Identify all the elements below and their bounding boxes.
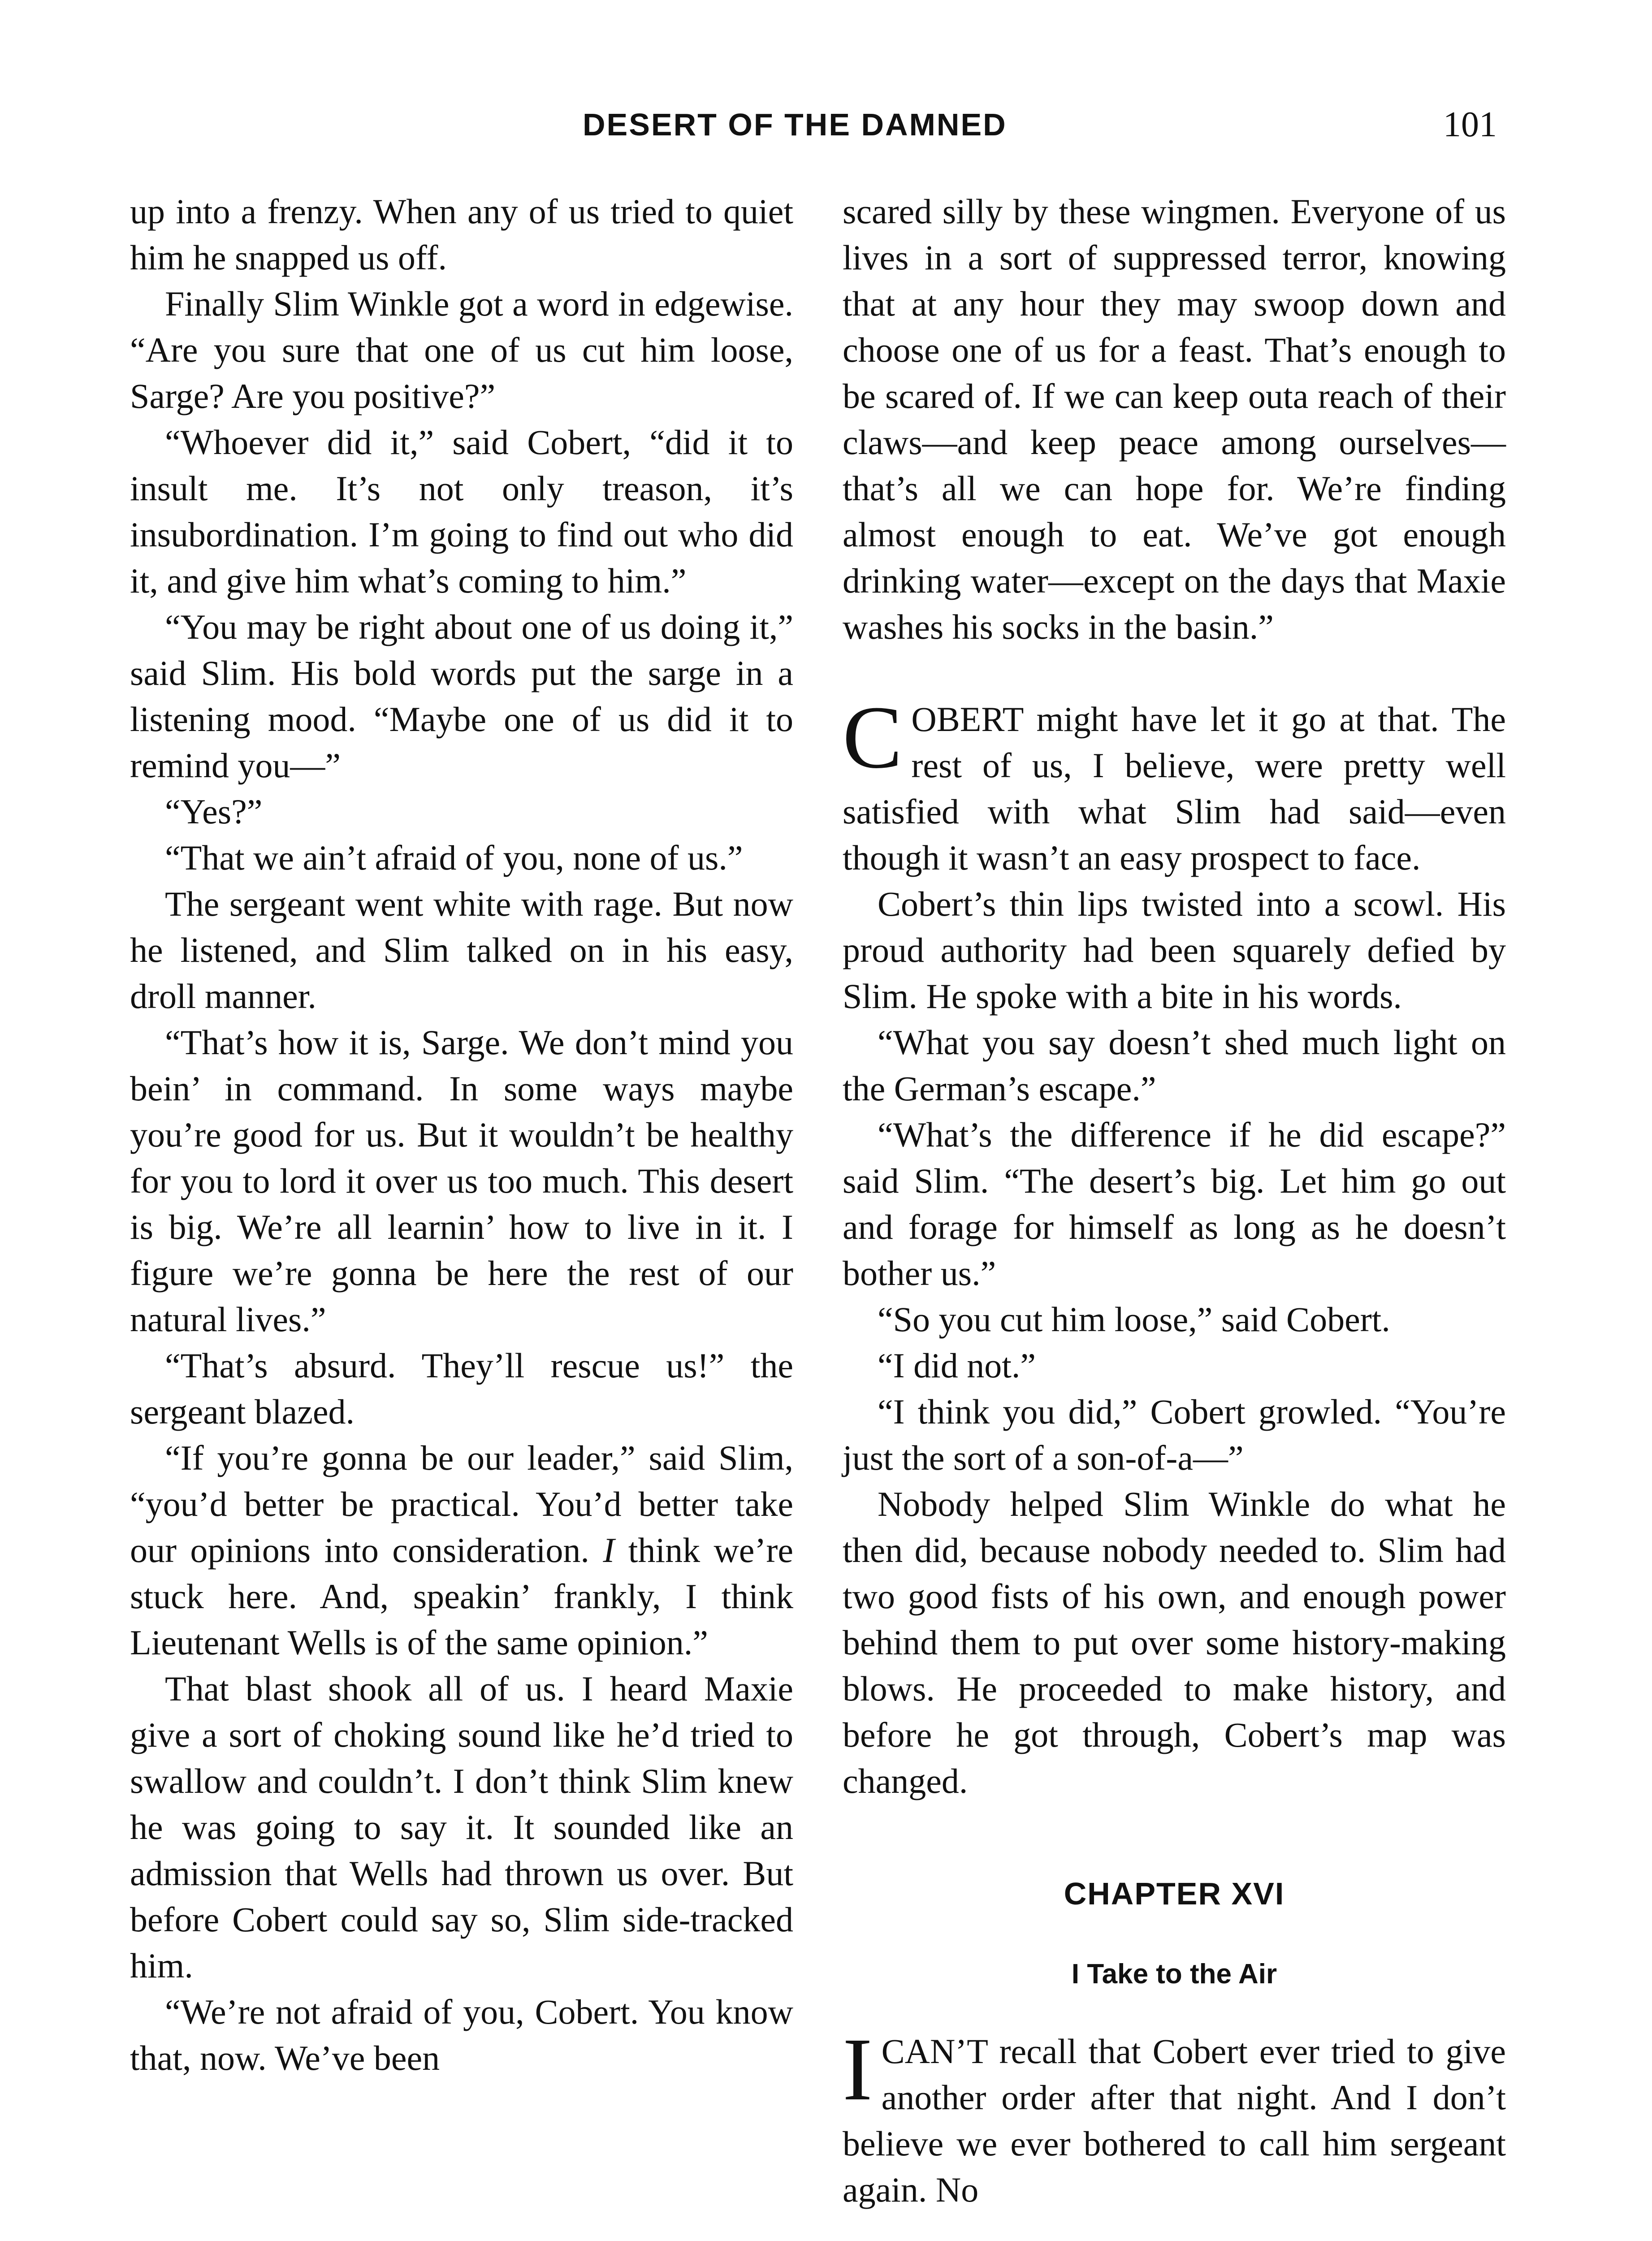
paragraph: “We’re not afraid of you, Cobert. You know that, now. We’ve been [130,1992,793,2077]
paragraph-text: OBERT might have let it go at that. The rest of us, I believe, were pretty well satisfied with what Slim had said—even though it wasn’t an easy prospect to face. [843,700,1506,877]
paragraph: “That’s how it is, Sarge. We don’t mind you bein’ in command. In some ways maybe you’re good for us. But it wouldn’t be healthy for you to lord it over us too much. This desert is big. We’re all learnin’ how to live in it. I figure we’re gonna be here the rest of our natural lives.” [130,1023,793,1339]
paragraph: Finally Slim Winkle got a word in edgewise. “Are you sure that one of us cut him loose, Sarge? Are you positive?” [130,284,793,415]
paragraph-text: CAN’T recall that Cobert ever tried to give another order after that night. And I don’t believe we ever bothered to call him sergeant again. No [843,2032,1506,2209]
paragraph: “Whoever did it,” said Cobert, “did it to insult me. It’s not only treason, it’s insubordination. I’m going to find out who did it, and give him what’s coming to him.” [130,423,793,600]
emphasis-text: I [603,1531,615,1570]
right-column [843,188,1506,2213]
paragraph-text: “If you’re gonna be our leader,” said Slim, “you’d better be practical. You’d better take our opinions into consideration. [130,1438,793,1570]
section-opening-paragraph [843,688,1506,881]
paragraph: “That we ain’t afraid of you, none of us.” [165,838,743,877]
chapter-heading: CHAPTER XVI [1064,1876,1285,1911]
paragraph: “I did not.” [878,1346,1036,1385]
paragraph: “So you cut him loose,” said Cobert. [878,1300,1390,1339]
paragraph: “You may be right about one of us doing it,” said Slim. His bold words put the sarge in a listening mood. “Maybe one of us did it to remind you—” [130,607,793,785]
page-number: 101 [1443,105,1497,144]
running-title: DESERT OF THE DAMNED [583,107,1007,142]
paragraph: scared silly by these wingmen. Everyone of us lives in a sort of suppressed terror, knowing that at any hour they may swoop down and choose one of us for a feast. That’s enough to be scared of. If we can keep outa reach of their claws—and keep peace among ourselves—that’s all we can hope for. We’re finding almost enough to eat. We’ve got enough drinking water—except on the days that Maxie washes his socks in the basin.” [843,192,1506,646]
chapter-opening-paragraph [843,2020,1506,2213]
paragraph: That blast shook all of us. I heard Maxie give a sort of choking sound like he’d tried to swallow and couldn’t. I don’t think Slim knew he was going to say it. It sounded like an admission that Wells had thrown us over. But before Cobert could say so, Slim side-tracked him. [130,1669,793,1985]
running-head [0,102,1652,151]
paragraph: “That’s absurd. They’ll rescue us!” the sergeant blazed. [130,1346,793,1431]
drop-cap: C [843,688,903,787]
paragraph: “What’s the difference if he did escape?” said Slim. “The desert’s big. Let him go out and forage for himself as long as he doesn’t bother us.” [843,1115,1506,1293]
paragraph: “I think you did,” Cobert growled. “You’re just the sort of a son-of-a—” [843,1392,1506,1477]
paragraph: “What you say doesn’t shed much light on the German’s escape.” [843,1023,1506,1108]
paragraph [130,1435,793,1666]
paragraph: Nobody helped Slim Winkle do what he then did, because nobody needed to. Slim had two good fists of his own, and enough power behind them to put over some history-making blows. He proceeded to make history, and before he got through, Cobert’s map was changed. [843,1484,1506,1800]
drop-cap: I [843,2020,873,2119]
paragraph: up into a frenzy. When any of us tried to quiet him he snapped us off. [130,192,793,277]
left-column [130,188,793,2081]
paragraph: Cobert’s thin lips twisted into a scowl. His proud authority had been squarely defied by Slim. He spoke with a bite in his words. [843,884,1506,1016]
paragraph: The sergeant went white with rage. But now he listened, and Slim talked on in his easy, droll manner. [130,884,793,1016]
paragraph: “Yes?” [165,792,263,831]
chapter-subtitle: I Take to the Air [1071,1959,1277,1990]
paragraph-text: think we’re stuck here. And, speakin’ frankly, I think Lieutenant Wells is of the same opinion.” [130,1531,793,1662]
